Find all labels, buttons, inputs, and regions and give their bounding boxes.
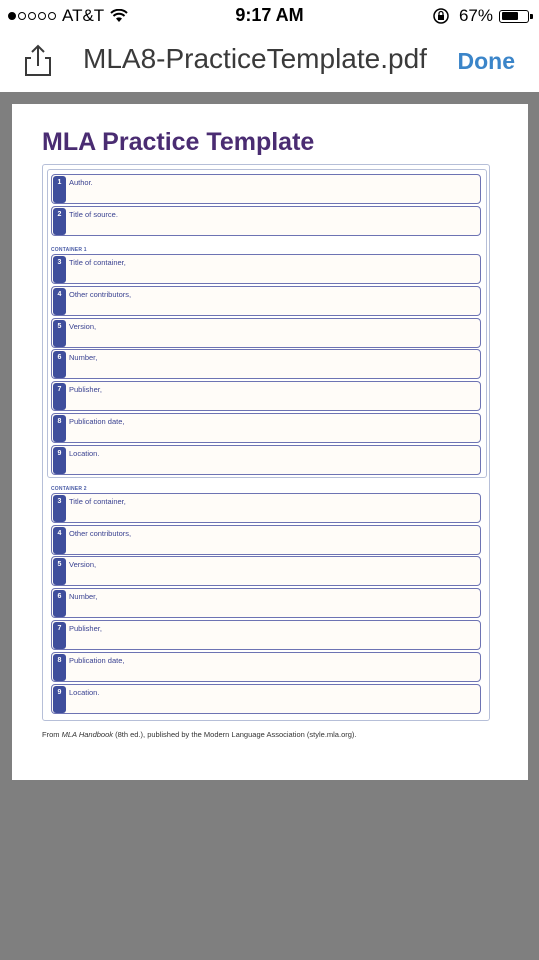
field-label: Title of container, (69, 497, 126, 506)
c2-row-number[interactable] (51, 588, 481, 618)
field-number: 3 (53, 495, 66, 522)
field-row-author[interactable] (51, 174, 481, 204)
c1-row-location[interactable] (51, 445, 481, 475)
c2-row-publication-date[interactable] (51, 652, 481, 682)
field-label: Publisher, (69, 624, 102, 633)
field-number: 3 (53, 256, 66, 283)
field-label: Publication date, (69, 656, 125, 665)
field-row-title-of-source[interactable] (51, 206, 481, 236)
c2-row-publisher[interactable] (51, 620, 481, 650)
c2-row-other-contributors[interactable] (51, 525, 481, 555)
footnote-prefix: From (42, 730, 62, 739)
c1-row-number[interactable] (51, 349, 481, 379)
container-2-label: CONTAINER 2 (51, 486, 87, 492)
c1-row-other-contributors[interactable] (51, 286, 481, 316)
field-number: 8 (53, 654, 66, 681)
footnote-suffix: (8th ed.), published by the Modern Language Association (style.mla.org). (113, 730, 357, 739)
c1-row-title-of-container[interactable] (51, 254, 481, 284)
c1-row-publisher[interactable] (51, 381, 481, 411)
field-number: 9 (53, 447, 66, 474)
document-nav-bar (0, 34, 539, 92)
field-number: 4 (53, 527, 66, 554)
field-label: Location. (69, 688, 100, 697)
field-label: Title of container, (69, 258, 126, 267)
field-label: Author. (69, 178, 93, 187)
container-1-label: CONTAINER 1 (51, 247, 87, 253)
pdf-page[interactable] (12, 104, 528, 780)
carrier-name: AT&T (62, 6, 105, 25)
field-number: 5 (53, 558, 66, 585)
field-number: 8 (53, 415, 66, 442)
document-filename: MLA8-PracticeTemplate.pdf (83, 43, 427, 74)
field-number: 6 (53, 590, 66, 617)
done-button[interactable]: Done (457, 48, 515, 74)
c1-row-version[interactable] (51, 318, 481, 348)
c2-row-version[interactable] (51, 556, 481, 586)
battery-icon (499, 10, 529, 23)
c2-row-title-of-container[interactable] (51, 493, 481, 523)
c1-row-publication-date[interactable] (51, 413, 481, 443)
clock-time: 9:17 AM (235, 5, 304, 25)
field-label: Publication date, (69, 417, 125, 426)
field-number: 4 (53, 288, 66, 315)
field-label: Number, (69, 353, 98, 362)
field-number: 2 (53, 208, 66, 235)
field-number: 9 (53, 686, 66, 713)
field-label: Version, (69, 560, 97, 569)
status-bar (0, 0, 539, 34)
field-number: 1 (53, 176, 66, 203)
orientation-lock-icon (433, 8, 449, 24)
field-label: Other contributors, (69, 529, 132, 538)
field-number: 5 (53, 320, 66, 347)
field-label: Number, (69, 592, 98, 601)
field-label: Other contributors, (69, 290, 132, 299)
status-right (433, 6, 529, 26)
document-title: MLA Practice Template (42, 128, 315, 156)
c2-row-location[interactable] (51, 684, 481, 714)
field-label: Location. (69, 449, 100, 458)
field-label: Version, (69, 322, 97, 331)
field-number: 6 (53, 351, 66, 378)
field-number: 7 (53, 622, 66, 649)
field-label: Publisher, (69, 385, 102, 394)
field-label: Title of source. (69, 210, 118, 219)
battery-percent: 67% (458, 6, 493, 25)
field-number: 7 (53, 383, 66, 410)
source-footnote (42, 730, 357, 739)
share-icon[interactable] (20, 42, 56, 78)
footnote-book-title: MLA Handbook (61, 730, 114, 739)
